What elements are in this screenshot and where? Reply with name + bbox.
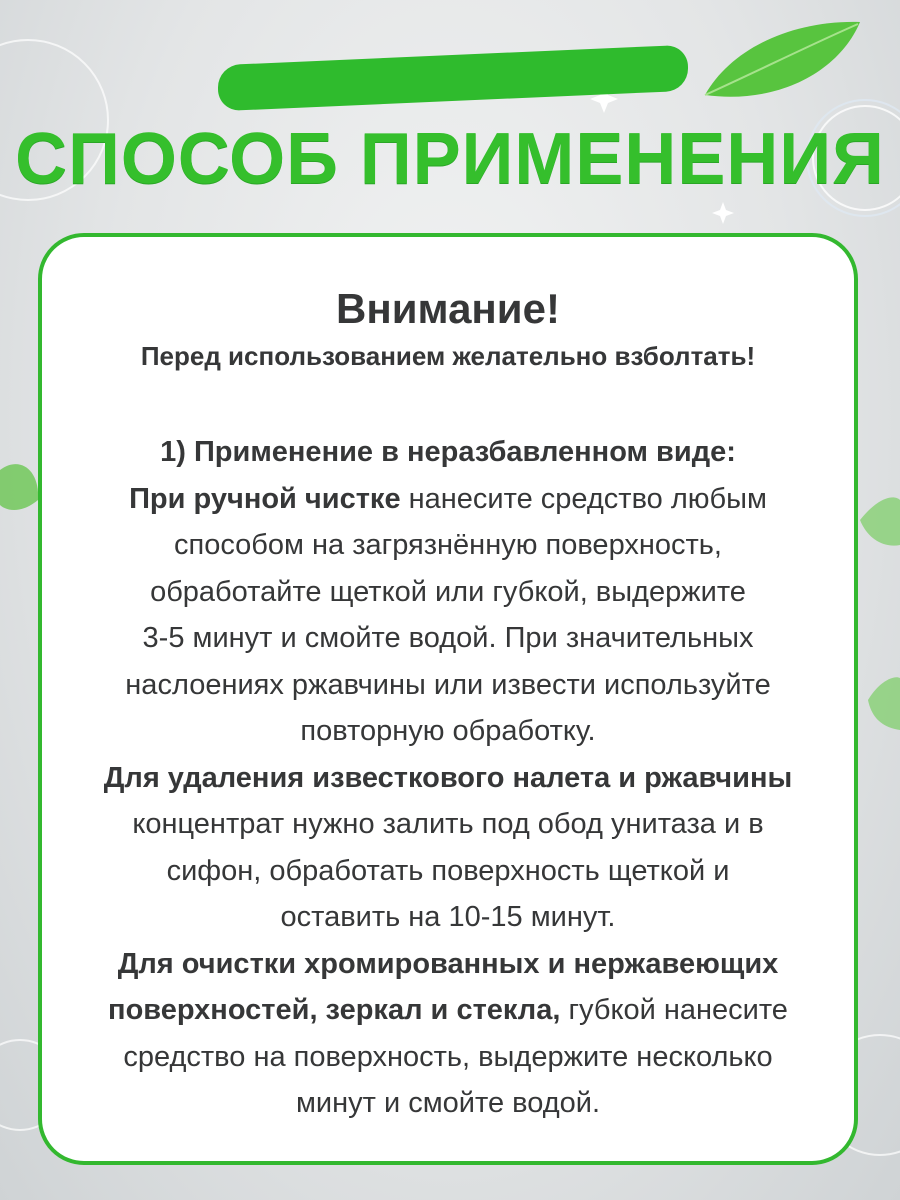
paragraph-line: средство на поверхность, выдержите несколько xyxy=(123,1040,773,1073)
paragraph-line: повторную обработку. xyxy=(300,715,596,747)
paragraph-line: наслоениях ржавчины или извести используйте xyxy=(125,668,771,701)
section-heading: 1) Применение в неразбавленном виде: xyxy=(160,436,736,468)
paragraph-line: сифон, обработать поверхность щеткой и xyxy=(166,854,730,887)
paragraph-line: способом на загрязнённую поверхность, xyxy=(174,529,722,561)
bold-phrase: поверхностей, зеркал и стекла, xyxy=(108,994,561,1026)
leaf-icon xyxy=(860,497,900,730)
page-title: СПОСОБ ПРИМЕНЕНИЯ xyxy=(15,119,885,199)
text-fragment: губкой нанесите xyxy=(560,994,788,1026)
bold-line: Для удаления известкового налета и ржавчины xyxy=(103,761,793,794)
instructions-body xyxy=(42,429,854,1127)
text-fragment: нанесите средство любым xyxy=(400,482,767,515)
paragraph-line: 3-5 минут и смойте водой. При значительных xyxy=(142,622,754,654)
paragraph-line xyxy=(42,987,854,1034)
paragraph-line: обработайте щеткой или губкой, выдержите xyxy=(150,575,746,608)
paragraph-line: минут и смойте водой. xyxy=(295,1087,601,1119)
warning-subheading: Перед использованием желательно взболтать! xyxy=(140,341,756,371)
warning-heading: Внимание! xyxy=(336,285,560,332)
leaf-icon xyxy=(705,22,860,97)
instructions-card xyxy=(38,233,858,1165)
bold-line: Для очистки хромированных и нержавеющих xyxy=(117,947,779,980)
paragraph-line: оставить на 10-15 минут. xyxy=(280,901,616,933)
paragraph-line: концентрат нужно залить под обод унитаза и в xyxy=(132,808,764,840)
leaf-icon xyxy=(0,464,38,510)
bold-phrase: При ручной чистке xyxy=(129,482,401,515)
paragraph-line xyxy=(42,476,854,523)
